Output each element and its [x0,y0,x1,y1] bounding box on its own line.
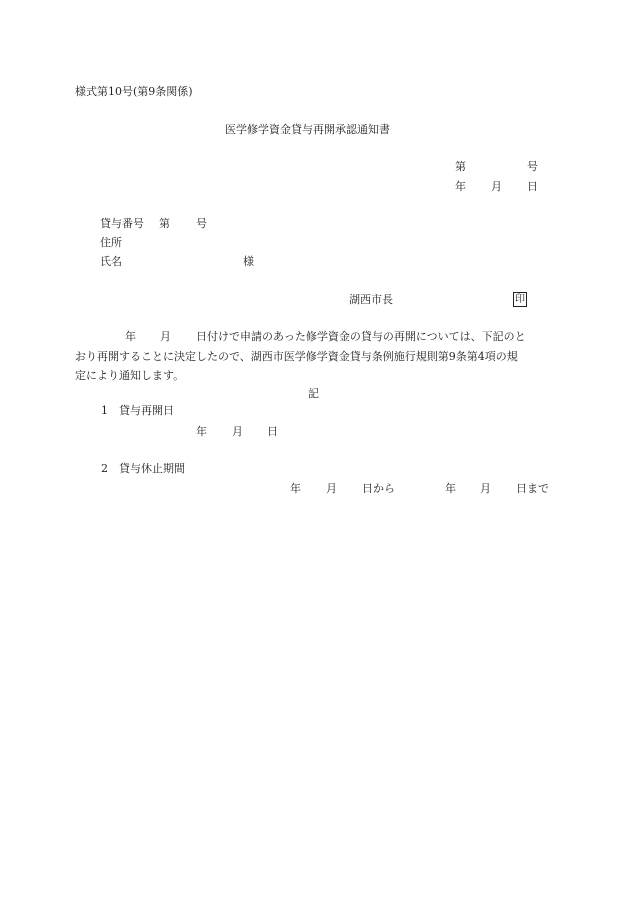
issuer-name: 湖西市長 [349,293,393,306]
doc-number-go: 号 [527,160,538,173]
item-2-to-day: 日まで [516,482,549,495]
seal-mark: 印 [515,294,525,305]
body-line2: おり再開することに決定したので、湖西市医学修学資金貸与条例施行規則第9条第4項の規 [75,350,518,363]
item-2-to-year: 年 [445,482,456,495]
item-1-month: 月 [232,425,243,438]
loan-number-dai: 第 [159,217,170,230]
item-2-label: 貸与休止期間 [119,462,185,475]
body-line3: 定により通知します。 [75,369,185,382]
name-label: 氏名 [100,255,122,268]
document-title: 医学修学資金貸与再開承認通知書 [225,123,390,136]
item-1-number: 1 [101,404,108,417]
item-2-number: 2 [101,462,108,475]
doc-date-day: 日 [527,180,538,193]
doc-date-month: 月 [491,180,502,193]
body-year: 年 [125,330,136,343]
body-month: 月 [160,330,171,343]
loan-number-go: 号 [196,217,207,230]
item-1-year: 年 [196,425,207,438]
item-2-from-year: 年 [290,482,301,495]
item-1-day: 日 [267,425,278,438]
form-number: 様式第10号(第9条関係) [75,85,193,98]
loan-number-label: 貸与番号 [100,217,144,230]
item-2-from-day: 日から [362,482,395,495]
doc-number-dai: 第 [455,160,466,173]
honorific: 様 [243,255,254,268]
item-2-from-month: 月 [326,482,337,495]
doc-date-year: 年 [455,180,466,193]
item-1-label: 貸与再開日 [119,404,174,417]
body-line1: 日付けで申請のあった修学資金の貸与の再開については、下記のと [196,330,526,343]
ki-heading: 記 [308,387,319,400]
address-label: 住所 [100,236,122,249]
item-2-to-month: 月 [480,482,491,495]
